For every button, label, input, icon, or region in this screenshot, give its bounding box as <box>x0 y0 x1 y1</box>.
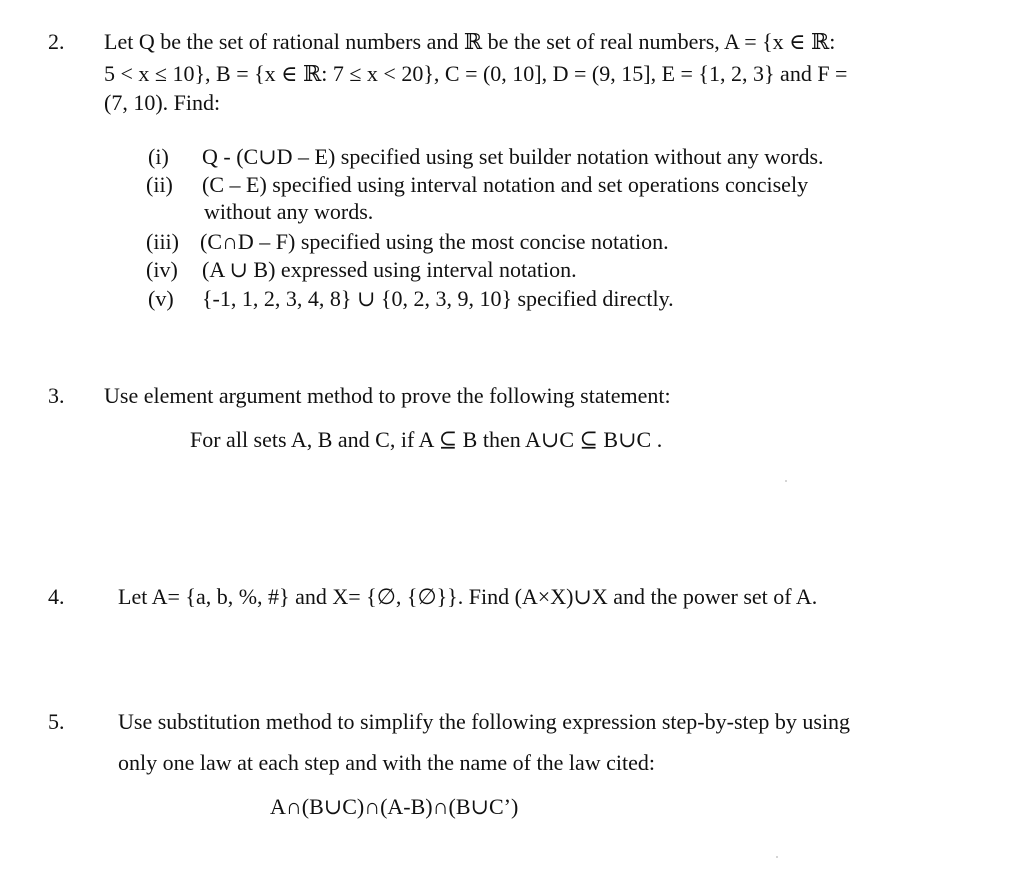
question-2-number: 2. <box>48 29 65 54</box>
question-2-part-i-text: Q - (C∪D – E) specified using set builder notation without any words. <box>202 144 824 169</box>
question-2-line-2: 5 < x ≤ 10}, B = {x ∈ ℝ: 7 ≤ x < 20}, C = (0, 10], D = (9, 15], E = {1, 2, 3} and F = <box>104 61 848 86</box>
question-2-part-iv-text: (A ∪ B) expressed using interval notation. <box>202 257 577 282</box>
question-2-part-ii-text: (C – E) specified using interval notation and set operations concisely <box>202 172 809 197</box>
question-5-number: 5. <box>48 709 65 734</box>
question-2-part-v-text: {-1, 1, 2, 3, 4, 8} ∪ {0, 2, 3, 9, 10} specified directly. <box>202 286 674 311</box>
question-2-line-3: (7, 10). Find: <box>104 90 221 115</box>
question-2-part-iv-marker: (iv) <box>146 257 178 282</box>
question-2-part-iii-marker: (iii) <box>146 229 179 254</box>
question-3-text: Use element argument method to prove the following statement: <box>104 383 671 408</box>
question-5-expression: A∩(B∪C)∩(A-B)∩(B∪C’) <box>270 794 519 819</box>
question-2-part-i-marker: (i) <box>148 144 169 169</box>
question-4-text: Let A= {a, b, %, #} and X= {∅, {∅}}. Find (A×X)∪X and the power set of A. <box>118 584 818 609</box>
question-4-number: 4. <box>48 584 65 609</box>
question-2-part-ii-marker: (ii) <box>146 172 173 197</box>
question-5-line-1: Use substitution method to simplify the following expression step-by-step by using <box>118 709 851 734</box>
question-2-part-iii-text: (C∩D – F) specified using the most concise notation. <box>200 229 669 254</box>
question-5-line-2: only one law at each step and with the name of the law cited: <box>118 750 655 775</box>
question-2-line-1: Let Q be the set of rational numbers and ℝ be the set of real numbers, A = {x ∈ ℝ: <box>104 29 836 54</box>
question-3-statement: For all sets A, B and C, if A ⊆ B then A∪C ⊆ B∪C . <box>190 427 663 452</box>
scan-speck <box>785 480 787 482</box>
scan-speck <box>776 856 778 858</box>
question-3-number: 3. <box>48 383 65 408</box>
question-2-part-ii-text-continued: without any words. <box>204 199 374 224</box>
question-2-part-v-marker: (v) <box>148 286 174 311</box>
